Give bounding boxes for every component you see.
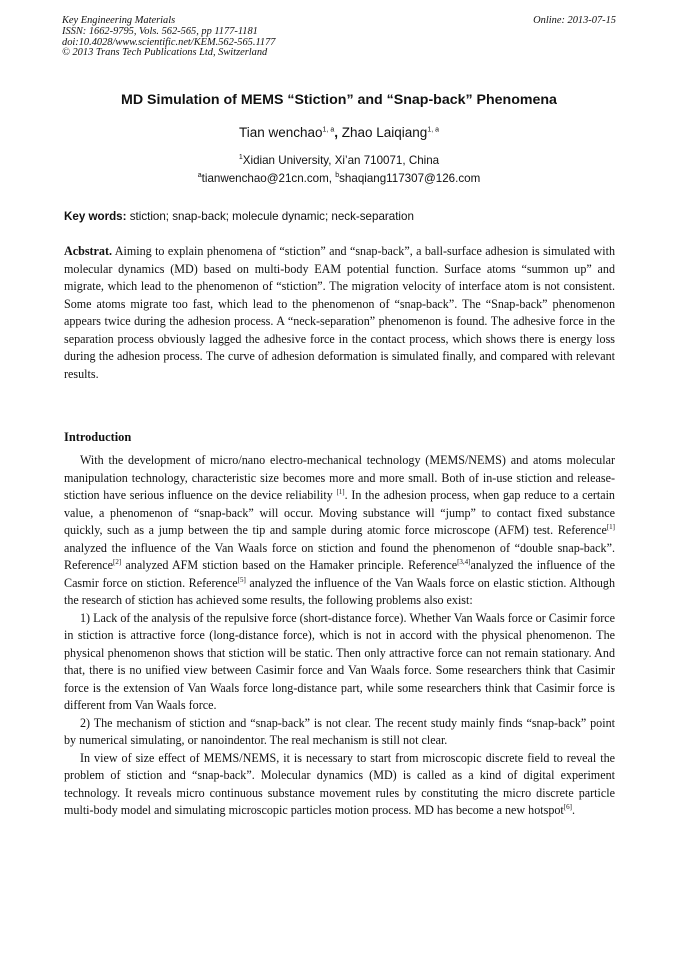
- copyright-line: © 2013 Trans Tech Publications Ltd, Switzerland: [62, 47, 268, 59]
- affiliation-superscript: 1: [238, 154, 243, 162]
- paper-title: MD Simulation of MEMS “Stiction” and “Snap-back” Phenomena: [121, 92, 557, 108]
- citation: [1]: [336, 487, 345, 496]
- abstract-label: Acbstrat.: [64, 244, 113, 258]
- author-separator: ,: [334, 125, 342, 140]
- keywords-text: stiction; snap-back; molecule dynamic; neck-separation: [129, 210, 414, 223]
- citation: [2]: [113, 557, 122, 566]
- online-date: Online: 2013-07-15: [533, 15, 616, 26]
- citation: [3,4]: [457, 557, 471, 566]
- paragraph-text: With the development of micro/nano electro-mechanical technology (MEMS/NEMS) and atoms molecular manipulation technology, characteristic size becomes more and more small. Both of in-use stiction and release- stiction have serious influence on the device reliability: [64, 453, 615, 502]
- author-name: Zhao Laiqiang: [341, 125, 428, 140]
- citation: [1]: [606, 522, 615, 531]
- paragraph: [64, 452, 615, 610]
- author-superscript: 1, a: [427, 126, 440, 134]
- section-heading: Introduction: [64, 430, 132, 444]
- email-line: [40, 172, 638, 185]
- affiliation: [40, 154, 638, 167]
- keywords-label: Key words:: [64, 210, 130, 223]
- paragraph-text: In view of size effect of MEMS/NEMS, it is necessary to start from microscopic discrete field to reveal the problem of stiction and “snap-back”. Molecular dynamics (MD) is called as a kind of digital experiment technology. It reveals micro continuous substance movement rules by constituting the micro discrete particle multi-body model and simulating microscopic particles motion process. MD has become a new hotspot: [64, 750, 615, 817]
- journal-header: [62, 16, 618, 59]
- paragraph: 2) The mechanism of stiction and “snap-back” is not clear. The recent study mainly finds “snap-back” point by numerical simulating, or nanoindentor. The real mechanism is still not clear.: [64, 715, 615, 747]
- paragraph: 1) Lack of the analysis of the repulsive force (short-distance force). Whether Van Waals force or Casimir force in stiction is attractive force (long-distance force), which is not in accord with the physical phenomenon. The physical phenomenon shows that stiction will be static. Then only attractive force can not remain stationary. And that, there is no unified view between Casimir force and Van Waals force. Some researchers think that Casimir force is the extension of Van Waals force long-distance part, while some researchers think that Casimir force is different from Van Waals force.: [64, 610, 615, 712]
- paragraph-text: analyzed the influence of the Van Waals force on elastic stiction. Although the research of stiction has achieved some results, the following problems also exist:: [64, 575, 615, 607]
- citation: [6]: [563, 802, 572, 811]
- introduction-body: [64, 452, 615, 820]
- paragraph-text: analyzed the influence of the Casmir force on stiction. Reference: [64, 558, 615, 590]
- paragraph-text: analyzed AFM stiction based on the Hamaker principle. Reference: [121, 558, 458, 572]
- abstract-text: Aiming to explain phenomena of “stiction” and “snap-back”, a ball-surface adhesion is simulated with molecular dynamics (MD) based on multi-body EAM potential function. Surface atoms “summon up” and migrate, which lead to the phenomenon of “stiction”. The migration velocity of interface atom is not consistent. Some atoms migrate too fast, which lead to the phenomenon of “snap-back”. The “Snap-back” phenomenon appears twice during the adhesion process. A “neck-separation” phenomenon is found. The adhesive force in the separation process obviously lagged the adhesive force in the contact process, which shows there is energy loss during the adhesion process. The curve of adhesion deformation is simulated finally, and compared with relevant results.: [64, 244, 615, 381]
- paragraph-text: analyzed the influence of the Van Waals force on stiction and found the phenomenon of “double snap-back”. Reference: [64, 540, 615, 572]
- paragraph-text: .: [571, 803, 575, 817]
- abstract: [64, 243, 615, 383]
- email-superscript: b: [335, 172, 340, 180]
- issn-line: ISSN: 1662-9795, Vols. 562-565, pp 1177-1181: [62, 25, 258, 37]
- author-superscript: 1, a: [322, 126, 335, 134]
- email-address: shaqiang117307@126.com: [339, 172, 481, 185]
- journal-name: Key Engineering Materials: [62, 15, 176, 26]
- author-name: Tian wenchao: [238, 125, 323, 140]
- email-superscript: a: [197, 172, 202, 180]
- keywords: [64, 210, 620, 223]
- author-list: [40, 125, 638, 140]
- affiliation-text: Xidian University, Xi’an 710071, China: [242, 154, 440, 167]
- paragraph-text: . In the adhesion process, when gap reduce to a certain value, a phenomenon of “snap-back” will occur. Moving substance will “jump” to contact fixed substance quickly, such as a jump between the tip and sample during atomic force microscope (AFM) test. Reference: [64, 488, 615, 537]
- email-address: tianwenchao@21cn.com,: [201, 172, 336, 185]
- paragraph: [64, 750, 615, 820]
- doi-line: doi:10.4028/www.scientific.net/KEM.562-565.1177: [62, 36, 276, 48]
- citation: [5]: [237, 575, 246, 584]
